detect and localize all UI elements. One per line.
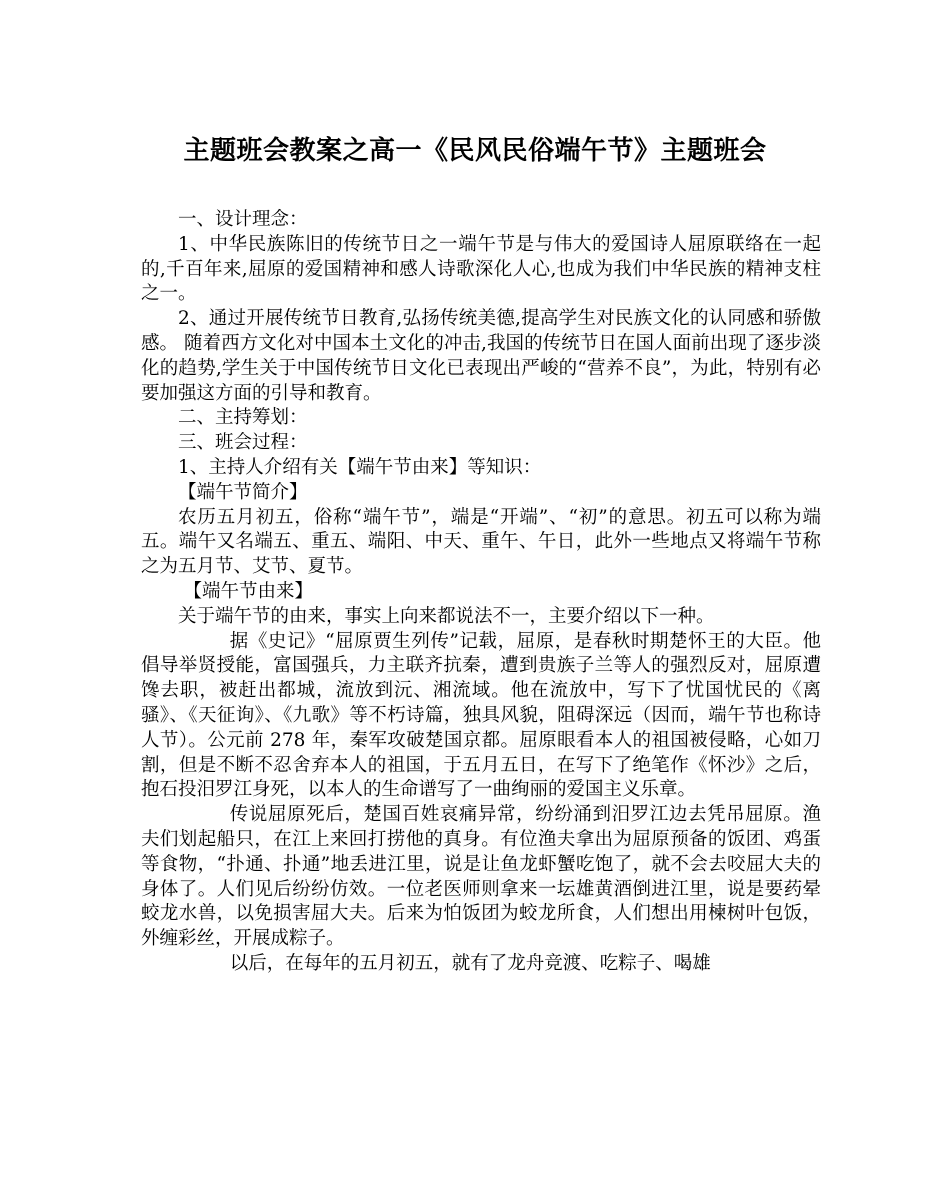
paragraph-concept-2: 2、通过开展传统节日教育,弘扬传统美德,提高学生对民族文化的认同感和骄傲感。 随着西方文化对中国本土文化的冲击,我国的传统节日在国人面前出现了逐步淡化的趋势,学生关于中国传统节日文化已表现出严峻的“营养不良”，为此，特别有必要加强这方面的引导和教育。 bbox=[141, 308, 821, 404]
paragraph-festival-intro: 农历五月初五，俗称“端午节”，端是“开端”、“初”的意思。初五可以称为端五。端午又名端五、重五、端阳、中天、重午、午日，此外一些地点又将端午节称之为五月节、艾节、夏节。 bbox=[141, 506, 821, 578]
document-title: 主题班会教案之高一《民风民俗端午节》主题班会 bbox=[183, 136, 767, 166]
subheading-festival-origin: 【端午节由来】 bbox=[183, 580, 314, 602]
paragraph-customs: 以后，在每年的五月初五，就有了龙舟竞渡、吃粽子、喝雄 bbox=[229, 952, 711, 974]
paragraph-origin-lead: 关于端午节的由来，事实上向来都说法不一，主要介绍以下一种。 bbox=[178, 605, 715, 627]
paragraph-qu-yuan-history: 据《史记》“屈原贾生列传”记载，屈原，是春秋时期楚怀王的大臣。他倡导举贤授能，富国强兵，力主联齐抗秦，遭到贵族子兰等人的强烈反对，屈原遭馋去职，被赶出都城，流放到沅、湘流域。他在流放中，写下了忧国忧民的《离骚》、《天征询》、《九歌》等不朽诗篇，独具风貌，阻碍深远（因而，端午节也称诗人节）。公元前 278 年，秦军攻破楚国京都。屈原眼看本人的祖国被侵略，心如刀割，但是不断不忍舍弃本人的祖国，于五月五日，在写下了绝笔作《怀沙》之后，抱石投汨罗江身死，以本人的生命谱写了一曲绚丽的爱国主义乐章。 bbox=[141, 630, 821, 801]
paragraph-legend: 传说屈原死后，楚国百姓哀痛异常，纷纷涌到汨罗江边去凭吊屈原。渔夫们划起船只，在江上来回打捞他的真身。有位渔夫拿出为屈原预备的饭团、鸡蛋等食物，“扑通、扑通”地丢进江里，说是让鱼龙虾蟹吃饱了，就不会去咬屈大夫的身体了。人们见后纷纷仿效。一位老医师则拿来一坛雄黄酒倒进江里，说是要药晕蛟龙水兽，以免损害屈大夫。后来为怕饭团为蛟龙所食，人们想出用楝树叶包饭，外缠彩丝，开展成粽子。 bbox=[141, 804, 821, 950]
document-body bbox=[141, 208, 821, 977]
section-heading-design-concept: 一、设计理念： bbox=[178, 209, 308, 230]
paragraph-concept-1: 1、中华民族陈旧的传统节日之一端午节是与伟大的爱国诗人屈原联络在一起的,千百年来,屈原的爱国精神和感人诗歌深化人心,也成为我们中华民族的精神支柱之一。 bbox=[141, 233, 821, 305]
section-heading-meeting-process: 三、班会过程： bbox=[178, 432, 308, 454]
subheading-festival-intro: 【端午节简介】 bbox=[178, 481, 308, 503]
section-heading-host-planning: 二、主持筹划： bbox=[178, 407, 308, 429]
paragraph-host-intro: 1、主持人介绍有关【端午节由来】等知识： bbox=[178, 456, 542, 478]
